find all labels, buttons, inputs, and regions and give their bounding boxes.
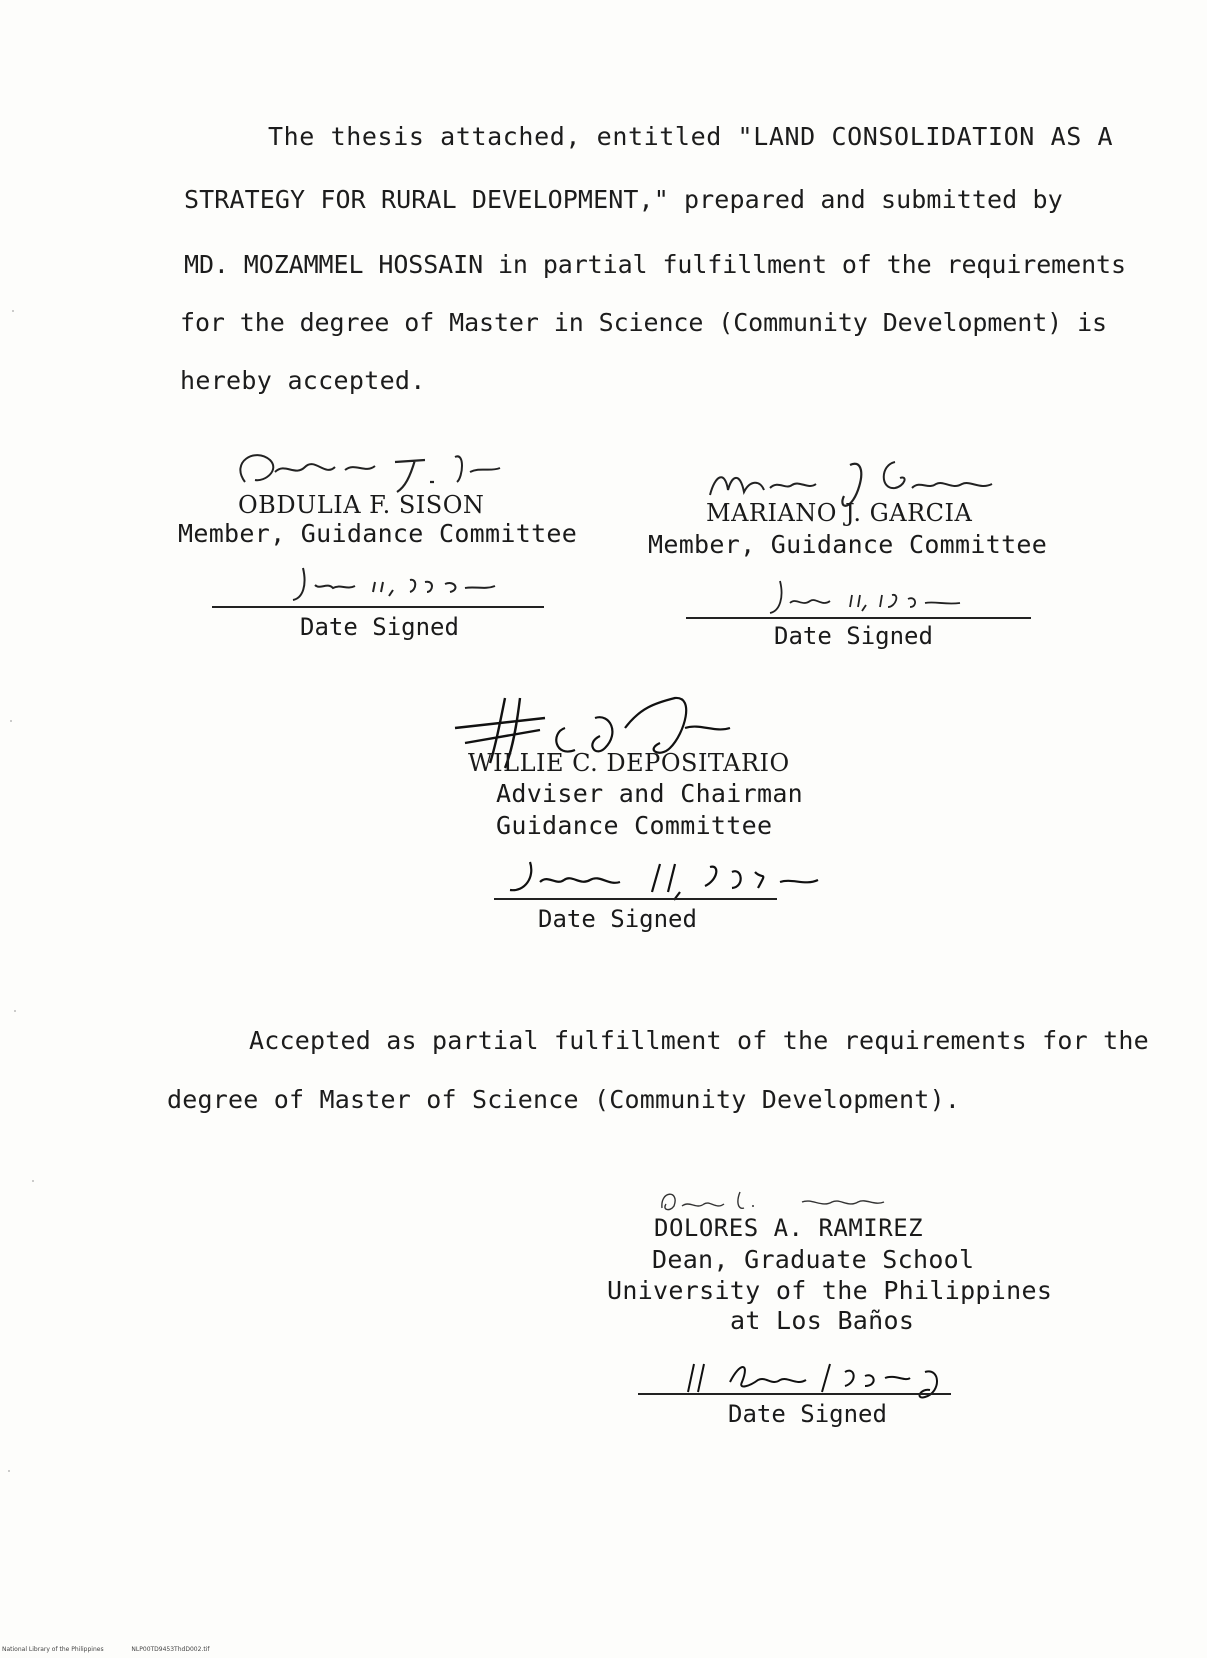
date-label-left: Date Signed bbox=[300, 613, 459, 641]
scan-speck bbox=[12, 310, 14, 312]
scan-speck bbox=[10, 720, 12, 722]
adviser-name: WILLIE C. DEPOSITARIO bbox=[468, 749, 790, 777]
scan-speck bbox=[14, 1010, 16, 1012]
handwritten-date-adviser bbox=[500, 852, 840, 902]
date-label-right: Date Signed bbox=[774, 622, 933, 650]
acceptance-line-2: degree of Master of Science (Community Development). bbox=[167, 1085, 961, 1114]
scan-speck bbox=[32, 1180, 34, 1182]
date-line-left bbox=[212, 606, 544, 608]
date-label-dean: Date Signed bbox=[728, 1400, 887, 1428]
member-name-left: OBDULIA F. SISON bbox=[238, 491, 485, 519]
adviser-title-line-2: Guidance Committee bbox=[496, 811, 773, 840]
date-line-adviser bbox=[494, 898, 777, 900]
adviser-title-line-1: Adviser and Chairman bbox=[496, 779, 804, 808]
date-line-dean bbox=[638, 1393, 951, 1395]
intro-line-2: STRATEGY FOR RURAL DEVELOPMENT," prepared and submitted by bbox=[184, 185, 1063, 214]
footer-file: NLP00TD9453ThdD002.tif bbox=[131, 1646, 210, 1653]
scan-footer bbox=[2, 1646, 209, 1653]
dean-title-line-2: University of the Philippines bbox=[607, 1276, 1053, 1305]
handwritten-date-left bbox=[285, 560, 525, 608]
intro-line-5: hereby accepted. bbox=[180, 366, 426, 395]
dean-title-line-1: Dean, Graduate School bbox=[652, 1245, 975, 1274]
date-line-right bbox=[686, 617, 1031, 619]
dean-title-line-3: at Los Baños bbox=[730, 1306, 915, 1335]
intro-line-4: for the degree of Master in Science (Community Development) is bbox=[180, 308, 1107, 337]
scan-speck bbox=[8, 1470, 10, 1472]
intro-line-1: The thesis attached, entitled "LAND CONSOLIDATION AS A bbox=[268, 122, 1114, 151]
acceptance-line-1: Accepted as partial fulfillment of the requirements for the bbox=[249, 1026, 1149, 1055]
date-label-adviser: Date Signed bbox=[538, 905, 697, 933]
handwritten-date-right bbox=[760, 575, 980, 623]
dean-name: DOLORES A. RAMIREZ bbox=[654, 1214, 924, 1242]
intro-line-3: MD. MOZAMMEL HOSSAIN in partial fulfillment of the requirements bbox=[184, 250, 1126, 279]
member-title-right: Member, Guidance Committee bbox=[648, 530, 1048, 559]
member-name-right: MARIANO J. GARCIA bbox=[706, 499, 973, 527]
footer-source: National Library of the Philippines bbox=[2, 1646, 104, 1653]
member-title-left: Member, Guidance Committee bbox=[178, 519, 578, 548]
